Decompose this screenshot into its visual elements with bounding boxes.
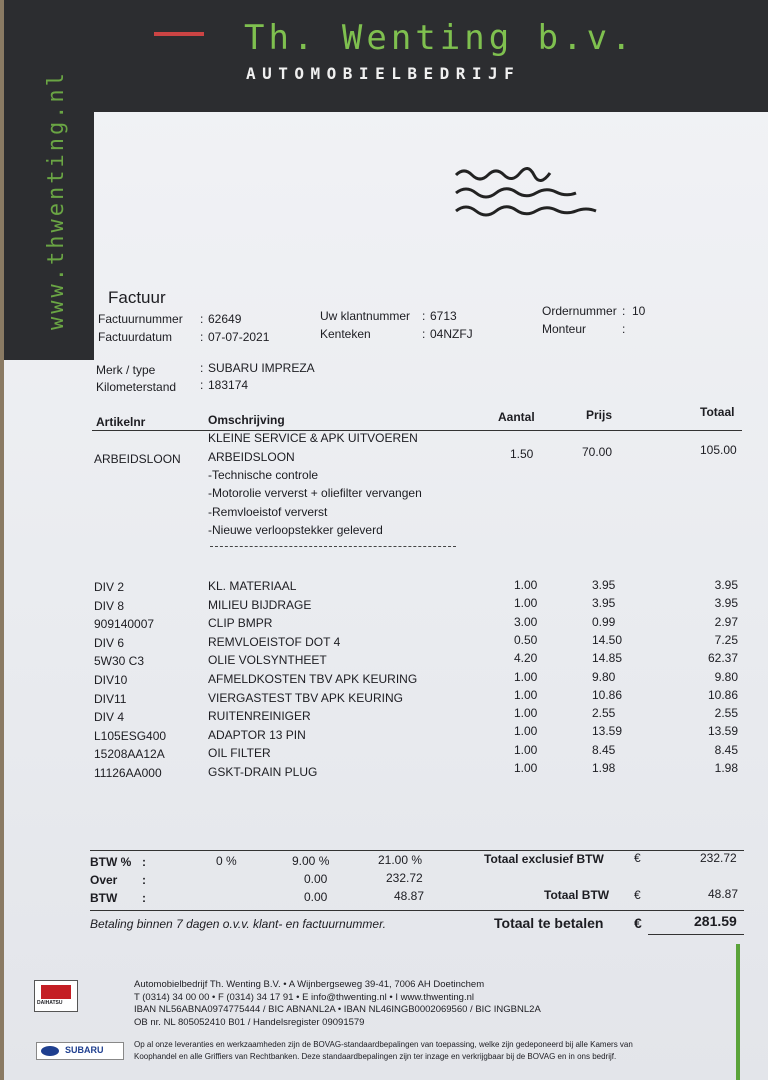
item-quantity: 1.00 <box>514 687 538 702</box>
item-description: OLIE VOLSYNTHEET <box>208 653 327 668</box>
item-quantity: 1.00 <box>514 742 538 757</box>
item-total: 3.95 <box>714 578 738 592</box>
btw-9: 0.00 <box>304 890 328 904</box>
item-quantity: 3.00 <box>514 614 538 629</box>
item-article: 909140007 <box>94 617 155 632</box>
invoice-number-label: Factuurnummer <box>98 312 183 326</box>
item-description: OIL FILTER <box>208 746 271 761</box>
website-vertical: www.thwenting.nl <box>44 70 69 330</box>
colon: : <box>422 327 426 341</box>
footer-terms-1: Op al onze leveranties en werkzaamheden zijn de BOVAG-standaardbepalingen van toepassing, welke zijn gedeponeerd bij alle Kamers van <box>134 1040 633 1049</box>
footer-accent <box>736 944 740 1080</box>
grand-total-underline <box>648 934 744 935</box>
item-quantity: 1.00 <box>514 669 538 684</box>
footer-bank: IBAN NL56ABNA0974775444 / BIC ABNANL2A • IBAN NL46INGB0002069560 / BIC INGBNL2A <box>134 1004 541 1015</box>
colon: : <box>200 312 204 326</box>
colon: : <box>142 891 146 905</box>
subaru-text: SUBARU <box>65 1045 104 1055</box>
item-price: 3.95 <box>592 596 616 611</box>
item-total: 10.86 <box>707 687 738 702</box>
item-article: DIV 4 <box>94 710 125 725</box>
item-price: 8.45 <box>592 742 616 757</box>
item-article: DIV 8 <box>94 598 125 613</box>
item-article: 5W30 C3 <box>94 654 145 669</box>
license-plate: 04NZFJ <box>430 327 473 341</box>
item-description: KL. MATERIAAL <box>208 579 297 593</box>
col-totaal: Totaal <box>700 405 735 419</box>
mechanic-label: Monteur <box>542 322 587 336</box>
item-article: DIV11 <box>94 691 127 706</box>
item-quantity: 1.00 <box>514 761 538 775</box>
rate-0: 0 % <box>216 854 237 868</box>
item-price: 14.50 <box>592 632 623 647</box>
item-total: 13.59 <box>707 724 738 739</box>
item-description: REMVLOEISTOF DOT 4 <box>208 634 341 649</box>
grand-total-label: Totaal te betalen <box>494 915 604 931</box>
item-description: AFMELDKOSTEN TBV APK KEURING <box>208 672 418 686</box>
colon: : <box>622 304 626 318</box>
footer-address: Automobielbedrijf Th. Wenting B.V. • A Wijnbergseweg 39-41, 7006 AH Doetinchem <box>134 979 485 990</box>
item-price: 10.86 <box>592 687 623 702</box>
service-heading: KLEINE SERVICE & APK UITVOEREN <box>208 431 418 445</box>
item-total: 8.45 <box>714 742 738 757</box>
total-btw-label: Totaal BTW <box>544 888 610 902</box>
currency-symbol: € <box>634 888 641 902</box>
item-article: DIV 2 <box>94 580 125 594</box>
service-description: ARBEIDSLOON <box>208 450 295 464</box>
service-total: 105.00 <box>700 443 737 457</box>
colon: : <box>200 330 204 344</box>
currency-symbol: € <box>634 915 642 931</box>
colon: : <box>422 309 426 323</box>
colon: : <box>142 873 146 887</box>
daihatsu-logo <box>34 980 78 1012</box>
col-artikelnr: Artikelnr <box>96 415 146 429</box>
item-total: 2.55 <box>714 706 738 721</box>
rate-9: 9.00 % <box>292 854 330 868</box>
footer-contact: T (0314) 34 00 00 • F (0314) 34 17 91 • E info@thwenting.nl • I www.thwenting.nl <box>134 992 475 1003</box>
item-quantity: 1.00 <box>514 706 538 721</box>
order-number: 10 <box>632 304 646 318</box>
service-note: -Remvloeistof ververst <box>208 505 328 519</box>
make-type-label: Merk / type <box>96 363 156 377</box>
item-total: 3.95 <box>714 596 738 611</box>
invoice-number: 62649 <box>208 312 242 326</box>
service-qty: 1.50 <box>510 447 534 461</box>
document-title: Factuur <box>108 288 166 307</box>
colon: : <box>200 378 204 392</box>
invoice-date: 07-07-2021 <box>208 330 270 344</box>
item-total: 1.98 <box>714 761 738 775</box>
item-article: 15208AA12A <box>94 747 165 762</box>
service-article: ARBEIDSLOON <box>94 452 181 466</box>
company-name: Th. Wenting b.v. <box>244 18 636 58</box>
item-article: DIV 6 <box>94 635 125 650</box>
daihatsu-text: DAIHATSU <box>37 1000 63 1006</box>
order-number-label: Ordernummer <box>542 304 617 318</box>
total-btw-value: 48.87 <box>708 887 739 901</box>
item-quantity: 1.00 <box>514 724 538 739</box>
item-price: 9.80 <box>592 669 616 684</box>
btw-top-rule <box>90 850 744 851</box>
item-description: CLIP BMPR <box>208 616 273 631</box>
mileage-label: Kilometerstand <box>96 380 177 394</box>
item-quantity: 0.50 <box>514 632 538 647</box>
col-aantal: Aantal <box>498 410 535 424</box>
item-price: 13.59 <box>592 724 623 739</box>
item-description: MILIEU BIJDRAGE <box>208 597 312 612</box>
btw-21: 48.87 <box>394 889 425 903</box>
footer-registration: OB nr. NL 805052410 B01 / Handelsregister 09091579 <box>134 1017 365 1028</box>
customer-number: 6713 <box>430 309 457 323</box>
service-note: -Technische controle <box>208 468 319 482</box>
mileage: 183174 <box>208 378 249 392</box>
rate-21: 21.00 % <box>378 853 423 867</box>
col-prijs: Prijs <box>586 408 613 422</box>
colon: : <box>142 855 146 869</box>
company-subtitle: AUTOMOBIELBEDRIJF <box>246 64 521 83</box>
item-price: 2.55 <box>592 706 616 721</box>
over-9: 0.00 <box>304 872 328 886</box>
col-omschrijving: Omschrijving <box>208 413 285 427</box>
item-price: 1.98 <box>592 761 616 775</box>
customer-number-label: Uw klantnummer <box>320 309 411 323</box>
item-article: L105ESG400 <box>94 728 167 743</box>
total-excl-label: Totaal exclusief BTW <box>484 852 604 866</box>
colon: : <box>622 322 626 336</box>
item-total: 2.97 <box>714 614 738 629</box>
item-price: 0.99 <box>592 614 616 629</box>
service-note: -Nieuwe verloopstekker geleverd <box>208 523 383 537</box>
invoice-paper <box>4 0 768 1080</box>
item-price: 3.95 <box>592 578 616 592</box>
license-plate-label: Kenteken <box>320 327 371 341</box>
dashed-separator <box>210 546 456 547</box>
item-description: ADAPTOR 13 PIN <box>208 727 306 742</box>
invoice-date-label: Factuurdatum <box>98 330 173 344</box>
service-price: 70.00 <box>582 445 613 459</box>
red-mark <box>154 32 204 36</box>
btw-amount-label: BTW <box>90 891 118 905</box>
item-price: 14.85 <box>592 651 623 666</box>
service-note: -Motorolie ververst + oliefilter vervangen <box>208 486 422 500</box>
colon: : <box>200 361 204 375</box>
make-type: SUBARU IMPREZA <box>208 361 315 375</box>
currency-symbol: € <box>634 851 641 865</box>
item-total: 9.80 <box>714 669 738 684</box>
item-quantity: 4.20 <box>514 651 538 666</box>
total-rule <box>90 910 744 911</box>
item-description: VIERGASTEST TBV APK KEURING <box>208 690 403 705</box>
btw-percent-label: BTW % <box>90 855 132 869</box>
item-total: 7.25 <box>714 632 738 647</box>
footer-terms-2: Koophandel en alle Griffiers van Rechtbanken. Deze standaardbepalingen zijn ter inzage en verkrijgbaar bij de BOVAG en in ons bedrijf. <box>134 1052 617 1061</box>
grand-total-value: 281.59 <box>694 913 737 929</box>
item-total: 62.37 <box>707 651 738 666</box>
item-quantity: 1.00 <box>514 578 538 592</box>
subaru-logo <box>36 1042 124 1060</box>
redacted-address <box>454 165 604 225</box>
item-description: GSKT-DRAIN PLUG <box>208 765 318 779</box>
item-quantity: 1.00 <box>514 596 538 611</box>
item-article: 11126AA000 <box>94 766 162 780</box>
over-21: 232.72 <box>386 871 423 885</box>
over-label: Over <box>90 873 118 887</box>
item-article: DIV10 <box>94 673 128 687</box>
item-description: RUITENREINIGER <box>208 709 311 724</box>
payment-note: Betaling binnen 7 dagen o.v.v. klant- en factuurnummer. <box>90 917 386 931</box>
total-excl-value: 232.72 <box>700 851 737 865</box>
